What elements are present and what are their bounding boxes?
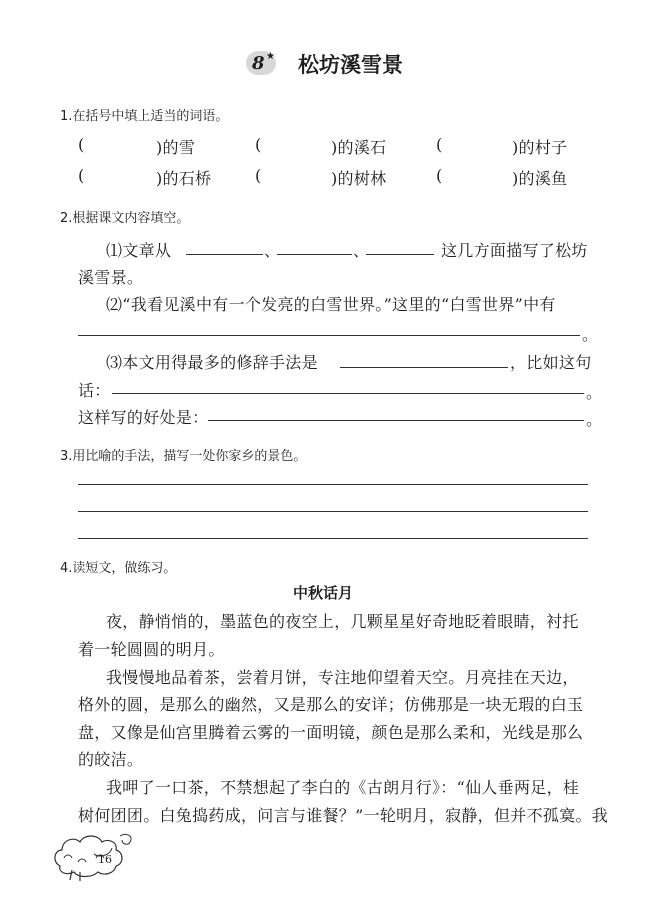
q1-r2-item-3: )的溪鱼: [512, 169, 568, 188]
passage-line-4: 格外的圆，是那么的幽然，又是那么的安详；仿佛那是一块无瑕的白玉: [78, 695, 584, 714]
q2-p1-blank-1[interactable]: [186, 254, 263, 255]
q2-p1-cont: 溪雪景。: [78, 268, 144, 287]
question-2-title: 2.根据课文内容填空。: [60, 211, 190, 226]
q2-p3-period-1: 。: [586, 383, 603, 402]
passage-line-7: 我呷了一口茶，不禁想起了李白的《古朗月行》：“仙人垂两足，桂: [106, 778, 580, 797]
sheep-icon: [50, 828, 140, 884]
q1-r2-open-3: (: [436, 166, 443, 185]
q2-p3-label-benefit: 这样写的好处是：: [78, 408, 209, 427]
q3-answer-line-3[interactable]: [78, 538, 588, 539]
passage-line-3: 我慢慢地品着茶，尝着月饼，专注地仰望着天空。月亮挂在天边，: [106, 668, 579, 687]
q1-r2-item-1: )的石桥: [156, 169, 212, 188]
q2-p3-label-sentence: 话：: [78, 381, 111, 400]
q1-r1-open-3: (: [436, 135, 443, 154]
q1-r1-item-2: )的溪石: [331, 138, 387, 157]
q2-p3-blank-rhetoric[interactable]: [340, 367, 508, 368]
passage-line-1: 夜，静悄悄的，墨蓝色的夜空上，几颗星星好奇地眨着眼睛，衬托: [106, 612, 579, 631]
q2-p3-period-2: 。: [586, 410, 603, 429]
q2-p3-sentence-line[interactable]: [112, 393, 584, 394]
question-3-title: 3.用比喻的手法，描写一处你家乡的景色。: [60, 449, 307, 464]
q1-r1-item-3: )的村子: [512, 138, 568, 157]
passage-line-2: 着一轮圆圆的明月。: [78, 640, 225, 659]
q1-r1-item-1: )的雪: [156, 138, 196, 157]
q2-p2-period: 。: [582, 325, 599, 344]
q2-p1-end: 这几方面描写了松坊: [441, 241, 588, 260]
q2-p1-start: ⑴文章从: [106, 241, 172, 260]
q1-r2-open-2: (: [255, 166, 262, 185]
q2-p1-blank-3[interactable]: [366, 254, 434, 255]
question-1-title: 1.在括号中填上适当的词语。: [60, 109, 229, 124]
q1-r2-item-2: )的树林: [331, 169, 387, 188]
page-number: 16: [98, 853, 112, 866]
q2-p1-sep-2: 、: [353, 241, 370, 260]
q2-p3-start: ⑶本文用得最多的修辞手法是: [106, 353, 318, 372]
q2-p2-answer-line[interactable]: [78, 335, 580, 336]
q2-p3-benefit-line[interactable]: [208, 420, 584, 421]
lesson-title: 松坊溪雪景: [298, 52, 403, 77]
q1-r1-open-2: (: [255, 135, 262, 154]
q2-p1-blank-2[interactable]: [277, 254, 352, 255]
q2-p3-mid: ，比如这句: [510, 353, 592, 372]
passage-title: 中秋话月: [293, 584, 354, 602]
q2-p2: ⑵“我看见溪中有一个发亮的白雪世界。”这里的“白雪世界”中有: [106, 295, 556, 314]
lesson-number: 8: [252, 53, 265, 74]
passage-line-5: 盘，又像是仙宫里腾着云雾的一面明镜，颜色是那么柔和，光线是那么: [78, 723, 584, 742]
question-4-title: 4.读短文，做练习。: [60, 561, 177, 576]
passage-line-8: 树何团团。白兔捣药成，问言与谁餐？”一轮明月，寂静，但并不孤寞。我: [78, 806, 609, 825]
q3-answer-line-1[interactable]: [78, 484, 588, 485]
q2-p1-sep-1: 、: [264, 241, 281, 260]
star-icon: ★: [266, 51, 275, 62]
passage-line-6: 的皎洁。: [78, 750, 144, 769]
q1-r1-open-1: (: [78, 135, 85, 154]
q3-answer-line-2[interactable]: [78, 511, 588, 512]
q1-r2-open-1: (: [78, 166, 85, 185]
